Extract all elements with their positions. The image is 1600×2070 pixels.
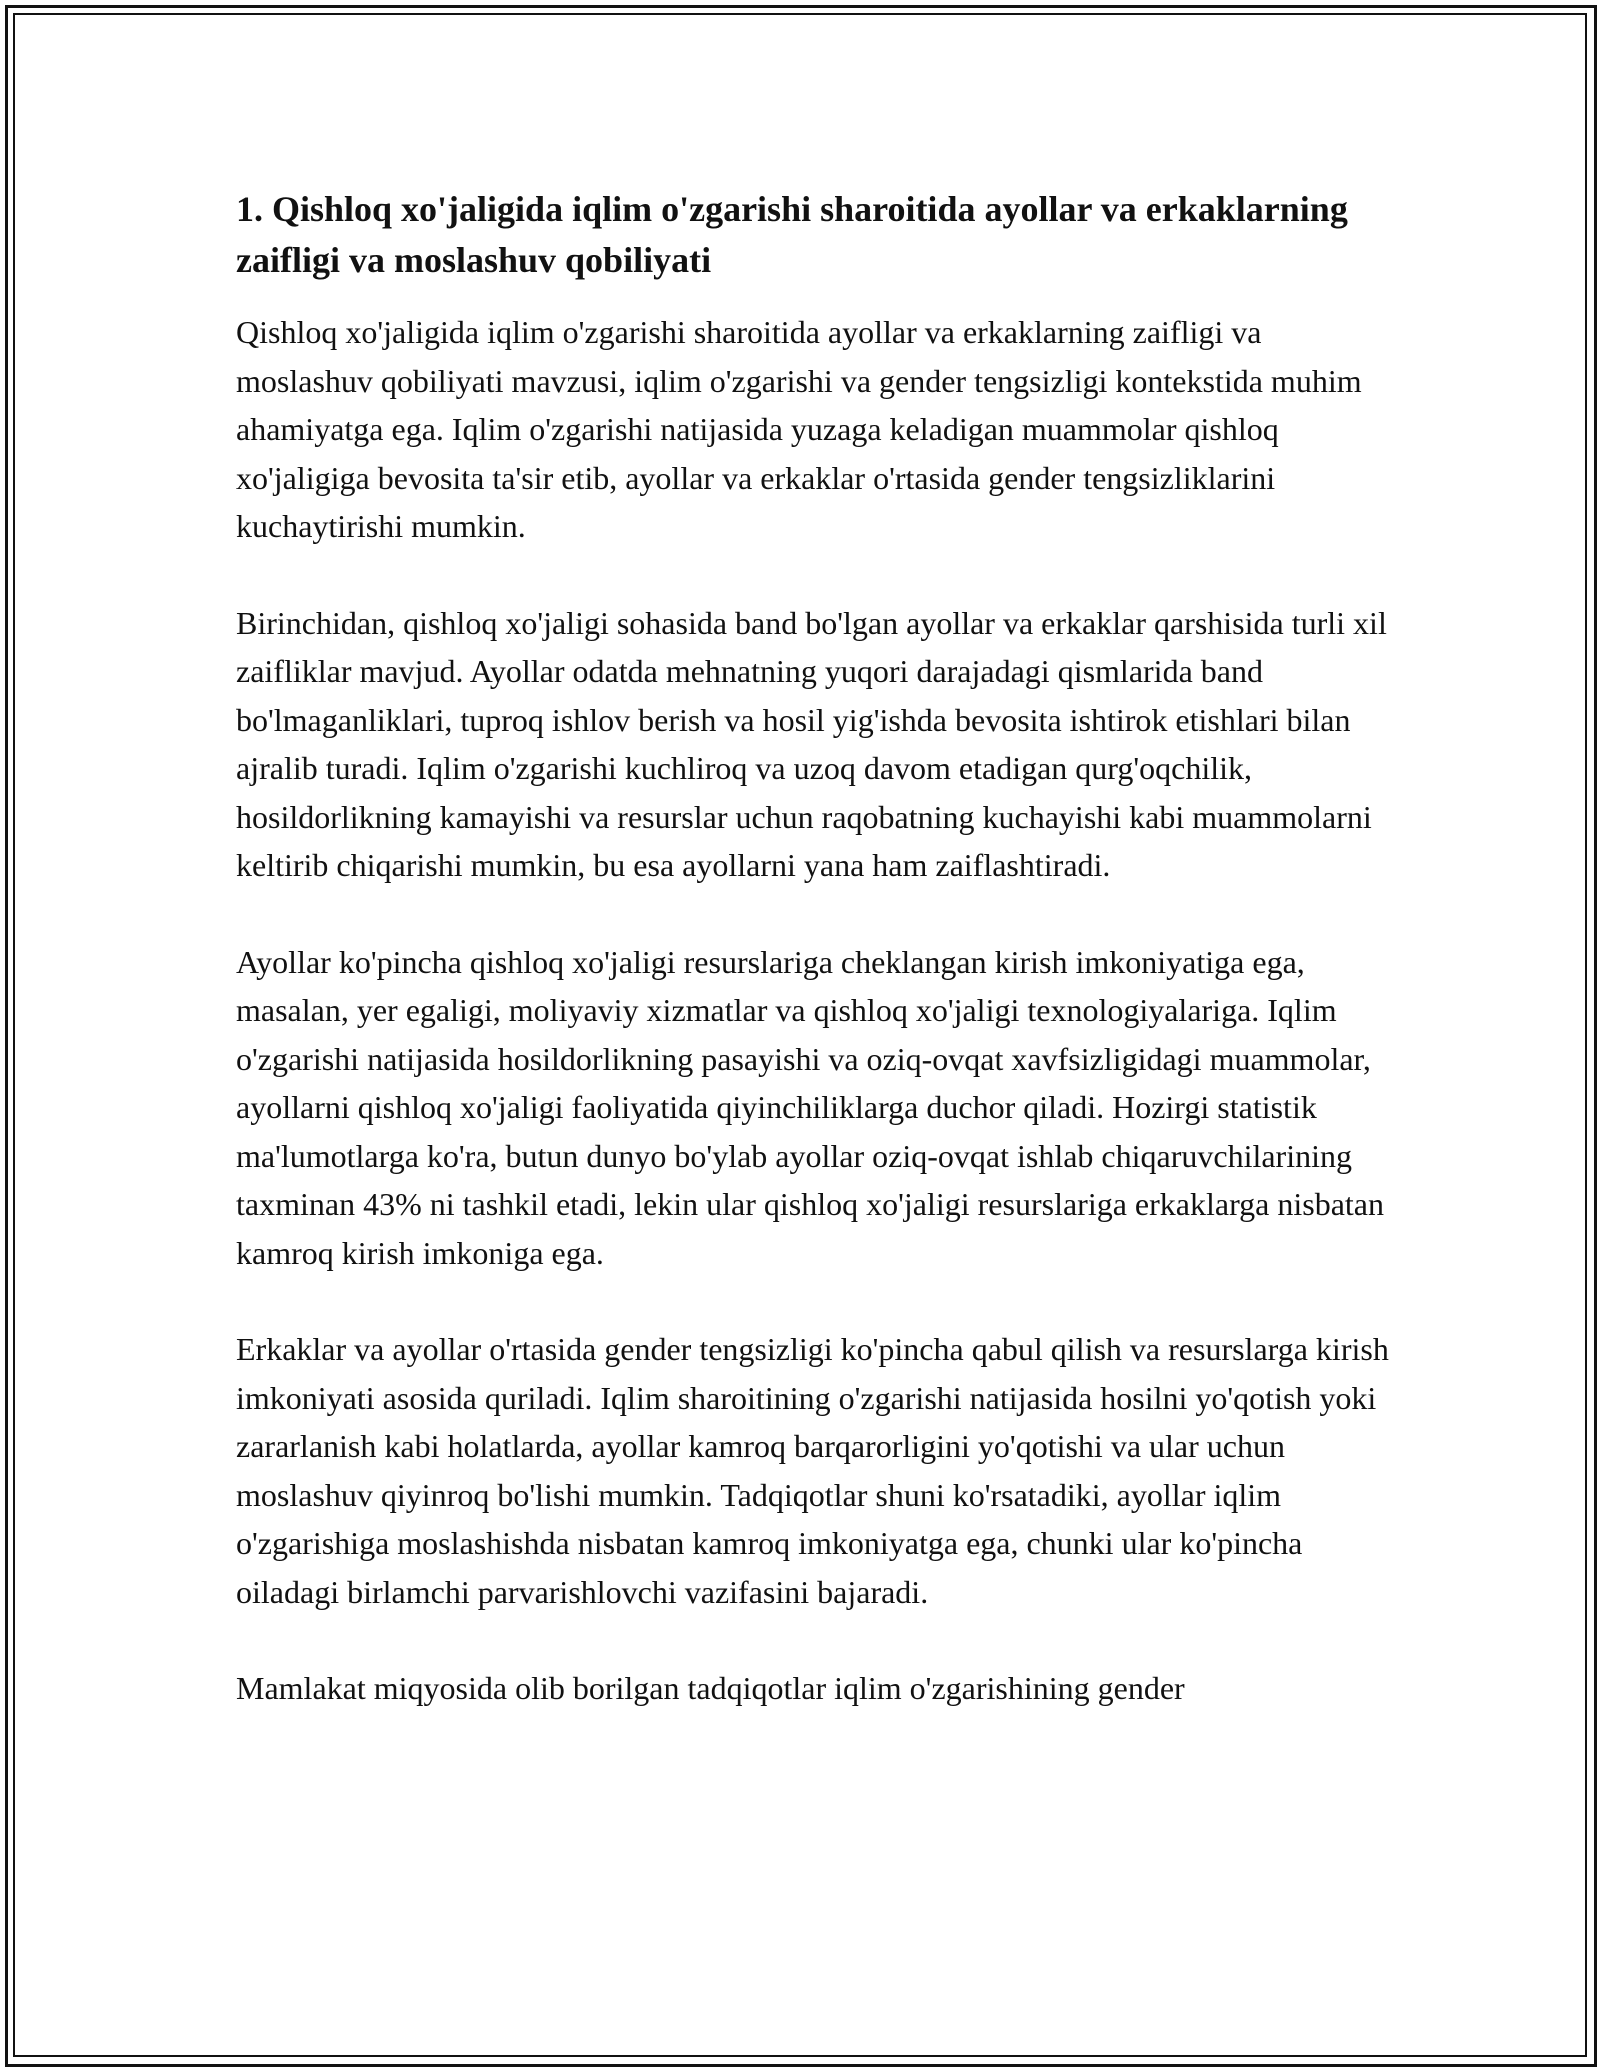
paragraph-3: Ayollar ko'pincha qishloq xo'jaligi resurslariga cheklangan kirish imkoniyatiga ega, masalan, yer egaligi, moliyaviy xizmatlar va qishloq xo'jaligi texnologiyalariga. Iqlim o'zgarishi natijasida hosildorlikning pasayishi va oziq-ovqat xavfsizligidagi muammolar, ayollarni qishloq xo'jaligi faoliyatida qiyinchiliklarga duchor qiladi. Hozirgi statistik ma'lumotlarga ko'ra, butun dunyo bo'ylab ayollar oziq-ovqat ishlab chiqaruvchilarining taxminan 43% ni tashkil etadi, lekin ular qishloq xo'jaligi resurslariga erkaklarga nisbatan kamroq kirish imkoniga ega. — [236, 943, 1384, 1271]
paragraph-2: Birinchidan, qishloq xo'jaligi sohasida band bo'lgan ayollar va erkaklar qarshisida turli xil zaifliklar mavjud. Ayollar odatda mehnatning yuqori darajadagi qismlarida band bo'lmaganliklari, tuproq ishlov berish va hosil yig'ishda bevosita ishtirok etishlari bilan ajralib turadi. Iqlim o'zgarishi kuchliroq va uzoq davom etadigan qurg'oqchilik, hosildorlikning kamayishi va resurslar uchun raqobatning kuchayishi kabi muammolarni keltirib chiqarishi mumkin, bu esa ayollarni yana ham zaiflashtiradi. — [236, 604, 1387, 883]
document-body — [236, 184, 1396, 1761]
paragraph-4: Erkaklar va ayollar o'rtasida gender tengsizligi ko'pincha qabul qilish va resurslarga kirish imkoniyati asosida quriladi. Iqlim sharoitining o'zgarishi natijasida hosilni yo'qotish yoki zararlanish kabi holatlarda, ayollar kamroq barqarorligini yo'qotishi va ular uchun moslashuv qiyinroq bo'lishi mumkin. Tadqiqotlar shuni ko'rsatadiki, ayollar iqlim o'zgarishiga moslashishda nisbatan kamroq imkoniyatga ega, chunki ular ko'pincha oiladagi birlamchi parvarishlovchi vazifasini bajaradi. — [236, 1331, 1389, 1610]
paragraph-1: Qishloq xo'jaligida iqlim o'zgarishi sharoitida ayollar va erkaklarning zaifligi va moslashuv qobiliyati mavzusi, iqlim o'zgarishi va gender tengsizligi kontekstida muhim ahamiyatga ega. Iqlim o'zgarishi natijasida yuzaga keladigan muammolar qishloq xo'jaligiga bevosita ta'sir etib, ayollar va erkaklar o'rtasida gender tengsizliklarini kuchaytirishi mumkin. — [236, 314, 1362, 544]
paragraph-5: Mamlakat miqyosida olib borilgan tadqiqotlar iqlim o'zgarishining gender — [236, 1670, 1185, 1706]
section-heading: 1. Qishloq xo'jaligida iqlim o'zgarishi sharoitida ayollar va erkaklarning zaifligi va moslashuv qobiliyati — [236, 189, 1348, 280]
